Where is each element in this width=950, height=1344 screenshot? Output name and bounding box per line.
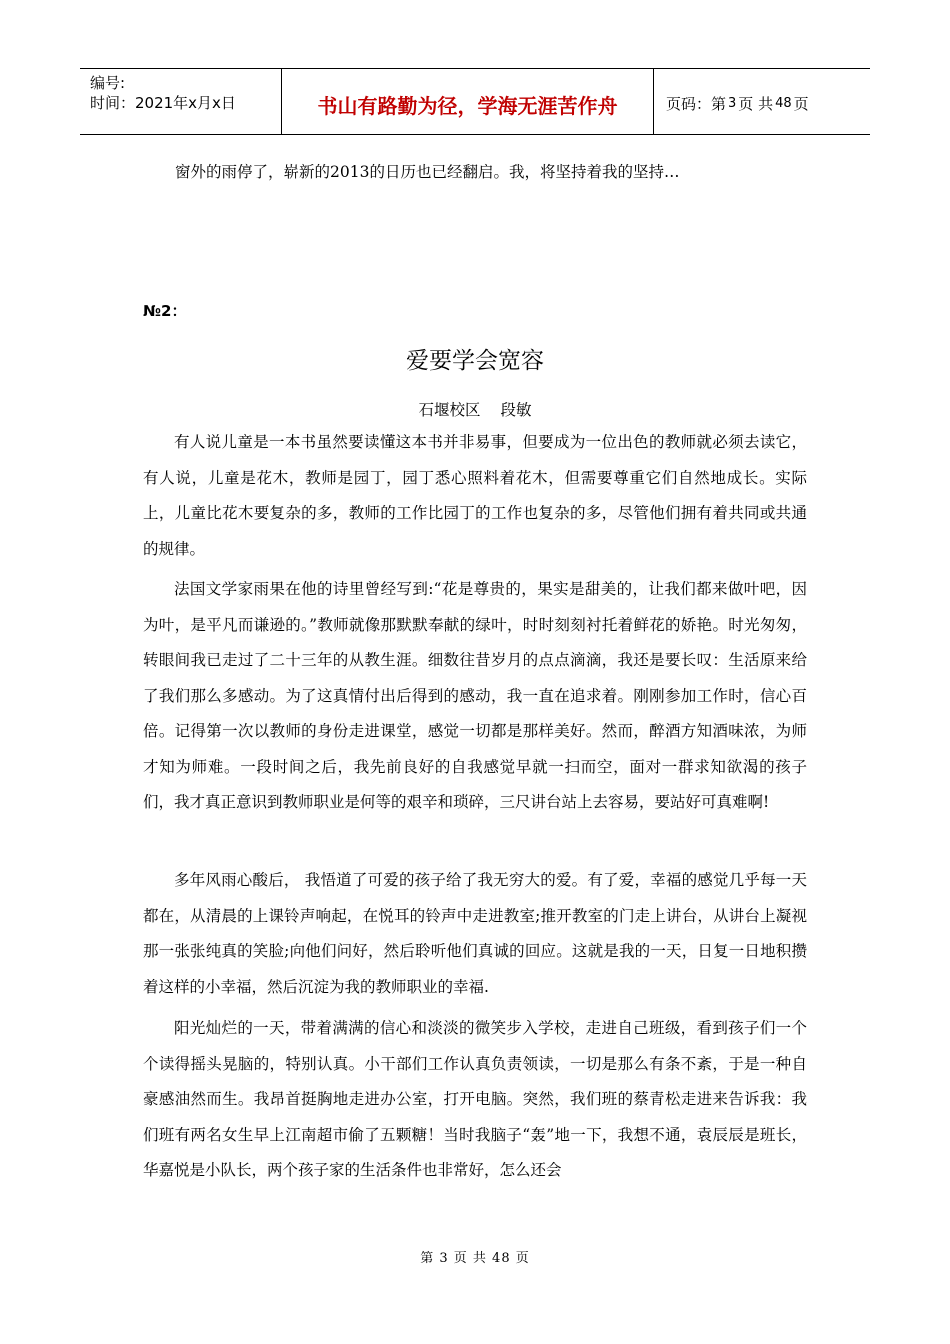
article-paragraph-3: 多年风雨心酸后， 我悟道了可爱的孩子给了我无穷大的爱。有了爱，幸福的感觉几乎每一天都在，从清晨的上课铃声响起，在悦耳的铃声中走进教室;推开教室的门走上讲台，从讲台上凝视那一张张纯真的笑脸;向他们问好，然后聆听他们真诚的回应。这就是我的一天，日复一日地积攒着这样的小幸福，然后沉淀为我的教师职业的幸福. [143, 871, 807, 996]
header-motto: 书山有路勤为径，学海无涯苦作舟 [282, 69, 654, 134]
page-total: 48 [775, 96, 792, 111]
article-author: 段敏 [500, 401, 532, 419]
article-paragraph-1: 有人说儿童是一本书虽然要读懂这本书并非易事，但要成为一位出色的教师就必须去读它，有人说，儿童是花木，教师是园丁，园丁悉心照料着花木，但需要尊重它们自然地成长。实际上，儿童比花木要复杂的多，教师的工作比园丁的工作也复杂的多，尽管他们拥有着共同或共通的规律。 [143, 433, 807, 558]
article-paragraph-4: 阳光灿烂的一天，带着满满的信心和淡淡的微笑步入学校，走进自己班级，看到孩子们一个个读得摇头晃脑的，特别认真。小干部们工作认真负责领读，一切是那么有条不紊，于是一种自豪感油然而生。我昂首挺胸地走进办公室，打开电脑。突然，我们班的蔡青松走进来告诉我：我们班有两名女生早上江南超市偷了五颗糖！当时我脑子“轰”地一下，我想不通，袁辰辰是班长，华嘉悦是小队长，两个孩子家的生活条件也非常好，怎么还会 [143, 1019, 807, 1179]
page-current: 3 [728, 96, 737, 111]
page-footer: 第 3 页 共 48 页 [420, 1251, 530, 1266]
page-mid: 页 共 [738, 95, 774, 113]
page-suffix: 页 [793, 95, 809, 113]
article-byline [0, 398, 950, 420]
document-number-label: 编号: [90, 74, 126, 92]
page-header [80, 68, 870, 135]
header-meta-cell [80, 69, 282, 134]
intro-line: 窗外的雨停了，崭新的2013的日历也已经翻启。我，将坚持着我的坚持… [175, 163, 680, 181]
section-label: №2： [143, 302, 187, 320]
page-prefix: 页码：第 [666, 95, 727, 113]
article-title: 爱要学会宽容 [406, 348, 544, 374]
article-school: 石堰校区 [418, 401, 481, 419]
document-date: 时间：2021年x月x日 [90, 94, 236, 112]
header-page-info [654, 69, 870, 134]
article-paragraph-2: 法国文学家雨果在他的诗里曾经写到:“花是尊贵的，果实是甜美的，让我们都来做叶吧，因为叶，是平凡而谦逊的。”教师就像那默默奉献的绿叶，时时刻刻衬托着鲜花的娇艳。时光匆匆，转眼间我已走过了二十三年的从教生涯。细数往昔岁月的点点滴滴，我还是要长叹：生活原来给了我们那么多感动。为了这真情付出后得到的感动，我一直在追求着。刚刚参加工作时，信心百倍。记得第一次以教师的身份走进课堂，感觉一切都是那样美好。然而，醉酒方知酒味浓，为师才知为师难。一段时间之后，我先前良好的自我感觉早就一扫而空，面对一群求知欲渴的孩子们，我才真正意识到教师职业是何等的艰辛和琐碎，三尺讲台站上去容易，要站好可真难啊! [143, 580, 807, 811]
